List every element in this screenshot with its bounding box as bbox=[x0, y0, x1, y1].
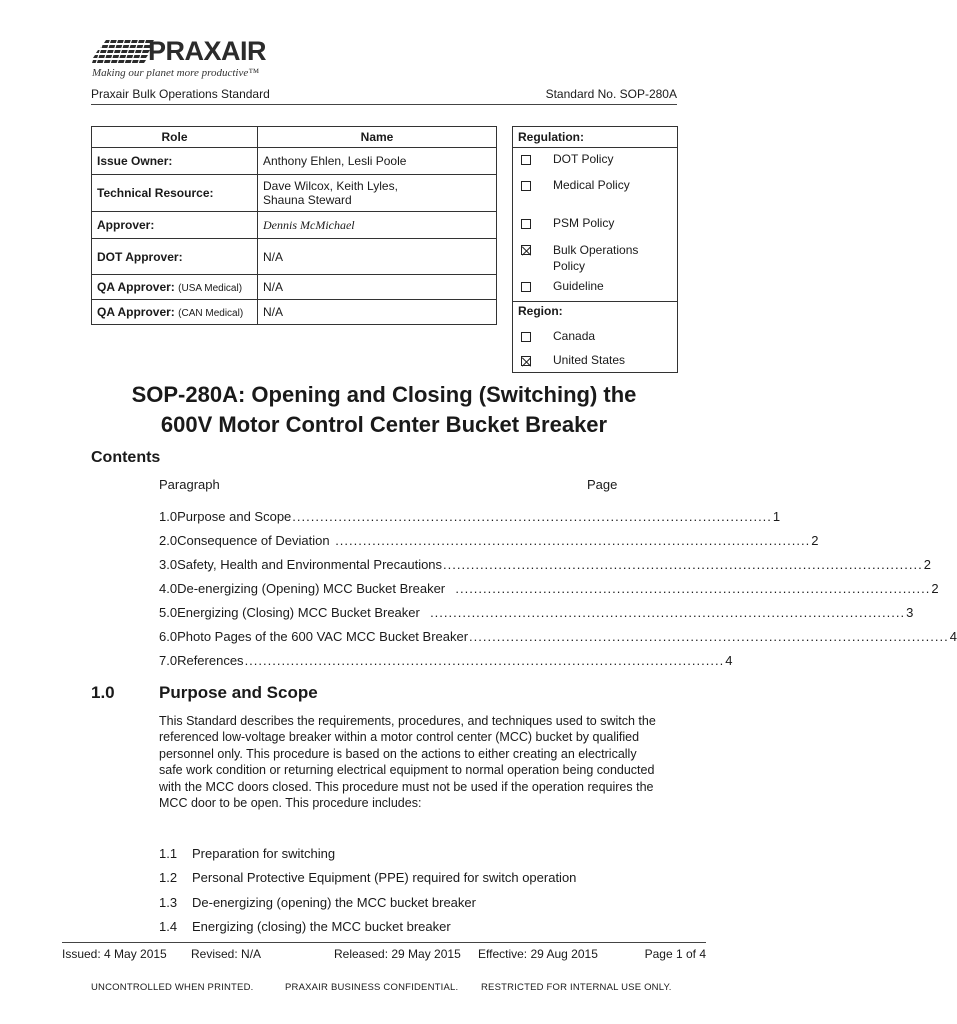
notice-confidential: PRAXAIR BUSINESS CONFIDENTIAL. bbox=[285, 982, 459, 993]
name-line: Dave Wilcox, Keith Lyles, bbox=[263, 179, 398, 193]
toc-entry[interactable] bbox=[159, 648, 733, 672]
toc-page: 2 bbox=[931, 580, 939, 596]
regulation-item-bulk-operations bbox=[521, 242, 638, 274]
col-role: Role bbox=[92, 127, 258, 148]
regulation-item-dot-policy bbox=[521, 152, 613, 166]
name-line: Shauna Steward bbox=[263, 193, 352, 207]
footer-effective: Effective: 29 Aug 2015 bbox=[478, 947, 598, 961]
praxair-logo bbox=[92, 36, 267, 84]
regulation-item-medical-policy bbox=[521, 178, 630, 192]
toc-number: 4.0 bbox=[159, 580, 178, 596]
list-text: De-energizing (opening) the MCC bucket breaker bbox=[192, 894, 476, 910]
list-text: Personal Protective Equipment (PPE) required for switch operation bbox=[192, 870, 577, 886]
roles-table-header bbox=[92, 127, 497, 148]
table-row bbox=[92, 275, 497, 300]
regulation-label: Guideline bbox=[553, 279, 604, 293]
toc-number: 5.0 bbox=[159, 604, 178, 620]
logo-tagline: Making our planet more productive™ bbox=[92, 67, 259, 79]
list-item bbox=[159, 915, 659, 940]
role-cell: Approver: bbox=[92, 212, 258, 239]
role-note: (USA Medical) bbox=[178, 283, 243, 294]
table-of-contents bbox=[159, 504, 957, 672]
toc-leader: ........................................................................................................ bbox=[443, 556, 923, 572]
toc-text: Purpose and Scope bbox=[177, 508, 292, 524]
region-heading: Region: bbox=[518, 304, 563, 318]
checkbox-unchecked-icon bbox=[521, 332, 531, 342]
footer-divider bbox=[62, 942, 706, 943]
toc-text: De-energizing (Opening) MCC Bucket Breaker bbox=[177, 580, 446, 596]
logo-name: PRAXAIR bbox=[148, 36, 267, 66]
regulation-heading: Regulation: bbox=[513, 127, 677, 148]
checkbox-checked-icon bbox=[521, 245, 531, 255]
notice-restricted: RESTRICTED FOR INTERNAL USE ONLY. bbox=[481, 982, 672, 993]
title-line-1: SOP-280A: Opening and Closing (Switching) the bbox=[131, 382, 637, 407]
role-cell: QA Approver: (USA Medical) bbox=[92, 275, 258, 300]
toc-leader: ....................................................................................................... bbox=[446, 580, 931, 596]
role-cell: DOT Approver: bbox=[92, 239, 258, 275]
toc-number: 7.0 bbox=[159, 652, 178, 668]
list-text: Preparation for switching bbox=[192, 845, 336, 861]
col-name: Name bbox=[258, 127, 497, 148]
regulation-region-box bbox=[512, 126, 678, 373]
toc-number: 6.0 bbox=[159, 628, 178, 644]
toc-page: 4 bbox=[725, 652, 733, 668]
toc-leader: ........................................................................................................ bbox=[244, 652, 725, 668]
contents-heading: Contents bbox=[91, 449, 161, 466]
scope-list bbox=[159, 841, 659, 939]
header-standard-number: Standard No. SOP-280A bbox=[545, 87, 677, 101]
regulation-label: DOT Policy bbox=[553, 152, 614, 166]
list-number: 1.2 bbox=[159, 870, 178, 886]
toc-number: 2.0 bbox=[159, 532, 178, 548]
name-cell: N/A bbox=[258, 275, 497, 300]
toc-number: 1.0 bbox=[159, 508, 178, 524]
list-number: 1.1 bbox=[159, 845, 178, 861]
toc-text: Photo Pages of the 600 VAC MCC Bucket Breaker bbox=[177, 628, 469, 644]
list-item bbox=[159, 841, 659, 866]
roles-table bbox=[91, 126, 497, 325]
toc-number: 3.0 bbox=[159, 556, 178, 572]
header-divider bbox=[91, 104, 677, 105]
toc-entry[interactable] bbox=[159, 528, 819, 552]
toc-page: 1 bbox=[772, 508, 781, 524]
regulation-label: Bulk Operations Policy bbox=[553, 243, 639, 273]
list-item bbox=[159, 890, 659, 915]
header-standard-title: Praxair Bulk Operations Standard bbox=[91, 87, 270, 101]
toc-text: References bbox=[177, 652, 244, 668]
role-note: (CAN Medical) bbox=[178, 308, 244, 319]
toc-entry[interactable] bbox=[159, 624, 957, 648]
toc-page: 2 bbox=[923, 556, 931, 572]
checkbox-checked-icon bbox=[521, 356, 531, 366]
region-divider bbox=[513, 301, 677, 302]
list-text: Energizing (closing) the MCC bucket breaker bbox=[192, 919, 451, 935]
footer-page-number: Page 1 of 4 bbox=[644, 947, 706, 961]
checkbox-unchecked-icon bbox=[521, 282, 531, 292]
checkbox-unchecked-icon bbox=[521, 219, 531, 229]
table-row bbox=[92, 300, 497, 325]
name-cell: Anthony Ehlen, Lesli Poole bbox=[258, 148, 497, 175]
footer-issued: Issued: 4 May 2015 bbox=[62, 947, 167, 961]
toc-entry[interactable] bbox=[159, 576, 939, 600]
table-row bbox=[92, 239, 497, 275]
toc-entry[interactable] bbox=[159, 504, 781, 528]
toc-entry[interactable] bbox=[159, 552, 931, 576]
region-label: Canada bbox=[553, 329, 596, 343]
role-cell: QA Approver: (CAN Medical) bbox=[92, 300, 258, 325]
section-body: This Standard describes the requirements, procedures, and techniques used to switch the referenced low-voltage breaker within a motor control center (MCC) bucket by qualified personnel only. This procedure is based on the actions to either creating an electrically safe work condition or returning electrical equipment to normal operation being conducted with the MCC doors closed. This procedure must not be used if the operation requires the MCC door to be open. This procedure includes: bbox=[159, 714, 656, 811]
table-row bbox=[92, 175, 497, 212]
table-row bbox=[92, 212, 497, 239]
toc-paragraph-heading: Paragraph bbox=[159, 477, 220, 492]
regulation-item-guideline bbox=[521, 279, 604, 293]
toc-page: 4 bbox=[949, 628, 957, 644]
regulation-label: PSM Policy bbox=[553, 216, 615, 230]
name-cell: N/A bbox=[258, 300, 497, 325]
role-cell: Issue Owner: bbox=[92, 148, 258, 175]
document-title bbox=[0, 380, 768, 440]
name-cell: N/A bbox=[258, 239, 497, 275]
list-item bbox=[159, 866, 659, 891]
footer-revised: Revised: N/A bbox=[191, 947, 262, 961]
toc-leader: ....................................................................................................... bbox=[420, 604, 906, 620]
toc-text: Safety, Health and Environmental Precautions bbox=[177, 556, 443, 572]
regulation-label: Medical Policy bbox=[553, 178, 630, 192]
role-cell: Technical Resource: bbox=[92, 175, 258, 212]
table-row bbox=[92, 148, 497, 175]
toc-page-heading: Page bbox=[587, 477, 618, 492]
list-number: 1.4 bbox=[159, 919, 178, 935]
checkbox-unchecked-icon bbox=[521, 181, 531, 191]
section-number: 1.0 bbox=[91, 683, 115, 702]
toc-entry[interactable] bbox=[159, 600, 914, 624]
toc-leader: ........................................................................................................ bbox=[292, 508, 772, 524]
logo-stripes-icon bbox=[92, 38, 154, 64]
approver-signature: Dennis McMichael bbox=[258, 212, 497, 239]
name-cell bbox=[258, 175, 497, 212]
toc-page: 3 bbox=[906, 604, 914, 620]
toc-leader: ........................................................................................................ bbox=[469, 628, 949, 644]
footer-released: Released: 29 May 2015 bbox=[334, 947, 461, 961]
region-item-united-states bbox=[521, 353, 625, 367]
toc-text: Energizing (Closing) MCC Bucket Breaker bbox=[177, 604, 420, 620]
section-title: Purpose and Scope bbox=[159, 683, 318, 702]
regulation-item-psm-policy bbox=[521, 216, 614, 230]
region-item-canada bbox=[521, 329, 595, 343]
checkbox-unchecked-icon bbox=[521, 155, 531, 165]
toc-leader: ....................................................................................................... bbox=[330, 532, 811, 548]
notice-uncontrolled: UNCONTROLLED WHEN PRINTED. bbox=[91, 982, 254, 993]
title-line-2: 600V Motor Control Center Bucket Breaker bbox=[160, 412, 608, 437]
region-label: United States bbox=[553, 353, 626, 367]
toc-page: 2 bbox=[811, 532, 819, 548]
list-number: 1.3 bbox=[159, 894, 178, 910]
toc-text: Consequence of Deviation bbox=[177, 532, 330, 548]
